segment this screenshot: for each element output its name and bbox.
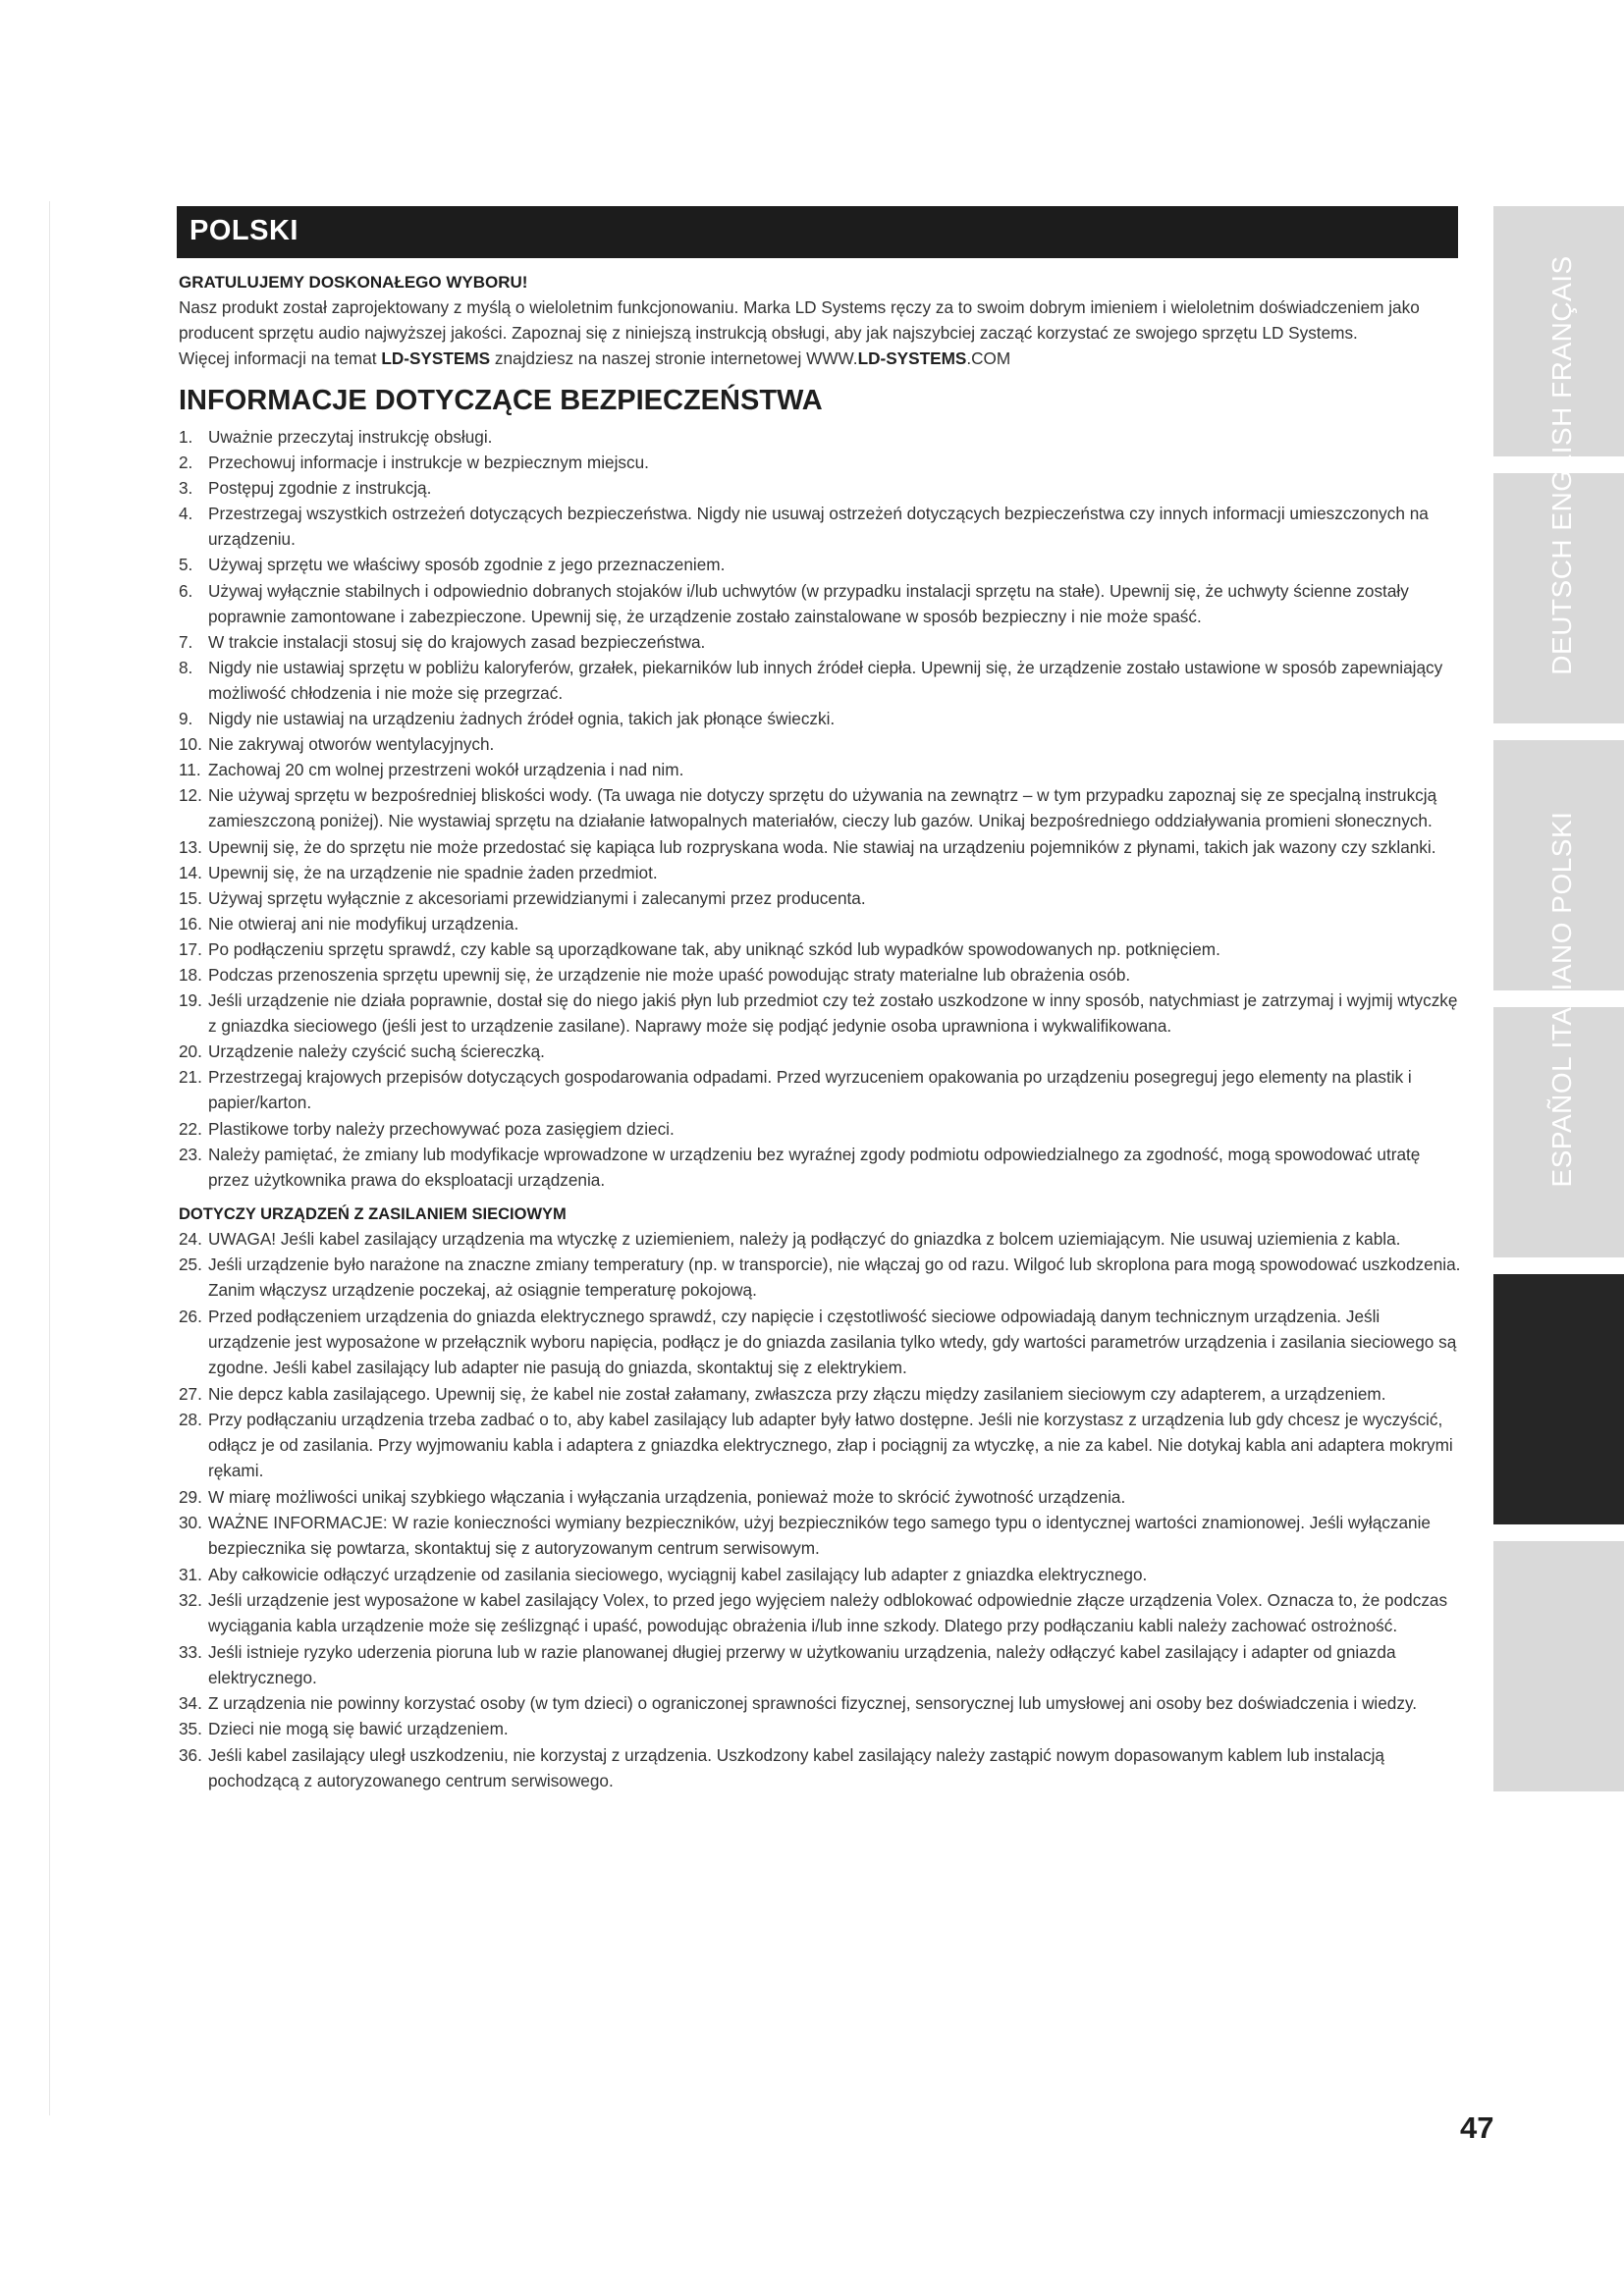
intro-heading: GRATULUJEMY DOSKONAŁEGO WYBORU! bbox=[179, 273, 528, 292]
list-item-text: Po podłączeniu sprzętu sprawdź, czy kable są uporządkowane tak, aby uniknąć szkód lub wypadków spowodowanych np. potknięciem. bbox=[208, 938, 1220, 959]
list-item-text: Postępuj zgodnie z instrukcją. bbox=[208, 478, 432, 499]
list-item-text: W trakcie instalacji stosuj się do krajowych zasad bezpieczeństwa. bbox=[208, 631, 706, 652]
list-item bbox=[179, 911, 1465, 936]
list-item-number: 27. bbox=[179, 1383, 202, 1404]
list-item bbox=[179, 629, 1465, 655]
list-item bbox=[179, 1407, 1465, 1484]
list-item bbox=[179, 501, 1465, 552]
list-item bbox=[179, 1226, 1465, 1252]
list-item-text: W miarę możliwości unikaj szybkiego włączania i wyłączania urządzenia, ponieważ może to skrócić żywotność urządzenia. bbox=[208, 1486, 1126, 1507]
list-item-text: Przy podłączaniu urządzenia trzeba zadbać o to, aby kabel zasilający lub adapter były łatwo dostępne. Jeśli nie korzystasz z urządzenia lub gdy chcesz je wyczyścić, odłącz je od zasilania. Przy wyjmowaniu kabla i adaptera z gniazdka elektrycznego, złap i pociągnij za wtyczkę, a nie za kabel. Nie dotykaj kabla ani adaptera mokrymi rękami. bbox=[208, 1409, 1453, 1481]
list-item-number: 31. bbox=[179, 1564, 202, 1584]
list-item-text: Uważnie przeczytaj instrukcję obsługi. bbox=[208, 427, 493, 447]
list-item-text: Używaj sprzętu we właściwy sposób zgodnie z jego przeznaczeniem. bbox=[208, 555, 726, 575]
list-item-text: Jeśli urządzenie jest wyposażone w kabel zasilający Volex, to przed jego wyjęciem należy odblokować odpowiednie złącze urządzenia Volex. Oznacza to, że podczas wyciągania kabla urządzenie może się ześlizgnąć i upaść, powodując obrażenia i/lub inne szkody. Dlatego przy podłączaniu kabli należy zachować ostrożność. bbox=[208, 1589, 1448, 1636]
list-item-text: Jeśli kabel zasilający uległ uszkodzeniu, nie korzystaj z urządzenia. Uszkodzony kabel zasilający należy zastąpić nowym dopasowanym kablem lub instalacją pochodzącą z autoryzowanego centrum serwisowego. bbox=[208, 1744, 1384, 1791]
list-item bbox=[179, 1039, 1465, 1064]
mains-list bbox=[179, 1226, 1465, 1794]
list-item bbox=[179, 706, 1465, 731]
list-item bbox=[179, 834, 1465, 860]
list-item bbox=[179, 757, 1465, 782]
list-item-number: 9. bbox=[179, 709, 193, 729]
list-item-text: Jeśli urządzenie nie działa poprawnie, dostał się do niego jakiś płyn lub przedmiot czy też zostało uszkodzone w inny sposób, natychmiast je zatrzymaj i wyjmij wtyczkę z gniazdka sieciowego (jeśli jest to urządzenie zasilane). Naprawy może się podjąć jedynie osoba uprawniona i wykwalifikowana. bbox=[208, 990, 1458, 1037]
list-item bbox=[179, 731, 1465, 757]
list-item-number: 33. bbox=[179, 1641, 202, 1662]
website-suffix: .COM bbox=[966, 348, 1011, 368]
list-item-text: Aby całkowicie odłączyć urządzenie od zasilania sieciowego, wyciągnij kabel zasilający lub adapter z gniazdka elektrycznego. bbox=[208, 1564, 1148, 1584]
list-item-text: Zachowaj 20 cm wolnej przestrzeni wokół urządzenia i nad nim. bbox=[208, 760, 684, 780]
website-line bbox=[179, 346, 1465, 371]
list-item-text: Podczas przenoszenia sprzętu upewnij się, że urządzenie nie może upaść powodując straty materialne lub obrażenia osób. bbox=[208, 964, 1131, 985]
list-item-text: WAŻNE INFORMACJE: W razie konieczności wymiany bezpieczników, użyj bezpieczników tego samego typu o identycznej wartości znamionowej. Jeśli wyłączanie bezpiecznika się powtarza, skontaktuj się z autoryzowanym centrum serwisowym. bbox=[208, 1513, 1431, 1559]
list-item bbox=[179, 782, 1465, 833]
list-item-text: Jeśli istnieje ryzyko uderzenia pioruna lub w razie planowanej długiej przerwy w użytkowaniu urządzenia, należy odłączyć kabel zasilający i adapter od gniazda elektrycznego. bbox=[208, 1641, 1396, 1687]
list-item-text: Jeśli urządzenie było narażone na znaczne zmiany temperatury (np. w transporcie), nie włączaj go od razu. Wilgoć lub skroplona para mogą spowodować uszkodzenia. Zanim włączysz urządzenie poczekaj, aż osiągnie temperaturę pokojową. bbox=[208, 1255, 1461, 1301]
safety-list bbox=[179, 424, 1465, 1193]
list-item-text: Nie zakrywaj otworów wentylacyjnych. bbox=[208, 734, 495, 755]
list-item-text: Nigdy nie ustawiaj sprzętu w pobliżu kaloryferów, grzałek, piekarników lub innych źródeł ciepła. Upewnij się, że urządzenie zostało ustawione w sposób zapewniający możliwość chłodzenia i nie może się przegrzać. bbox=[208, 657, 1443, 703]
list-item-text: Plastikowe torby należy przechowywać poza zasięgiem dzieci. bbox=[208, 1118, 675, 1139]
list-item-number: 12. bbox=[179, 785, 202, 806]
website-prefix: Więcej informacji na temat bbox=[179, 348, 382, 368]
list-item-number: 26. bbox=[179, 1306, 202, 1326]
language-header-bar bbox=[177, 206, 1458, 258]
list-item-text: Upewnij się, że do sprzętu nie może przedostać się kapiąca lub rozpryskana woda. Nie stawiaj na urządzeniu pojemników z płynami, takich jak wazony czy szklanki. bbox=[208, 836, 1436, 857]
list-item-number: 2. bbox=[179, 453, 193, 473]
list-item-text: Używaj sprzętu wyłącznie z akcesoriami przewidzianymi i zalecanymi przez producenta. bbox=[208, 887, 866, 908]
list-item-text: Nie używaj sprzętu w bezpośredniej bliskości wody. (Ta uwaga nie dotyczy sprzętu do używania na zewnątrz – w tym przypadku zapoznaj się ze specjalną instrukcją zamieszczoną poniżej). Nie wystawiaj sprzętu na działanie łatwopalnych materiałów, cieczy lub gazów. Unikaj bezpośredniego oddziaływania promieni słonecznych. bbox=[208, 785, 1437, 831]
list-item bbox=[179, 1716, 1465, 1741]
side-tabs-top-label: DEUTSCH ENGLISH FRANÇAIS bbox=[1546, 254, 1577, 675]
list-item-text: Przestrzegaj wszystkich ostrzeżeń dotyczących bezpieczeństwa. Nigdy nie usuwaj ostrzeżeń dotyczących bezpieczeństwa czy innych informacji umieszczonych na urządzeniu. bbox=[208, 504, 1429, 550]
mains-heading: DOTYCZY URZĄDZEŃ Z ZASILANIEM SIECIOWYM bbox=[179, 1204, 567, 1223]
page-number: 47 bbox=[1460, 2110, 1494, 2145]
list-item-number: 16. bbox=[179, 913, 202, 934]
list-item-number: 35. bbox=[179, 1719, 202, 1739]
list-item-text: Upewnij się, że na urządzenie nie spadnie żaden przedmiot. bbox=[208, 862, 658, 882]
list-item bbox=[179, 1064, 1465, 1115]
list-item-text: Przed podłączeniem urządzenia do gniazda elektrycznego sprawdź, czy napięcie i częstotliwość sieciowe odpowiadają danym technicznym urządzenia. Jeśli urządzenie jest wyposażone w przełącznik wyboru napięcia, podłącz je do gniazda zasilania tylko wtedy, gdy wartości parametrów urządzenia i zasilania sieciowego są zgodne. Jeśli kabel zasilający lub adapter nie pasują do gniazda, skontaktuj się z elektrykiem. bbox=[208, 1306, 1457, 1378]
language-title: POLSKI bbox=[189, 215, 298, 246]
list-item bbox=[179, 1562, 1465, 1587]
list-item bbox=[179, 860, 1465, 885]
list-item-text: Przestrzegaj krajowych przepisów dotyczących gospodarowania odpadami. Przed wyrzuceniem opakowania po urządzeniu posegreguj jego elementy na plastik i papier/karton. bbox=[208, 1067, 1412, 1113]
brand-name-url: LD-SYSTEMS bbox=[857, 348, 967, 368]
list-item bbox=[179, 1742, 1465, 1794]
side-tabs-bottom-label-wrap bbox=[1493, 740, 1624, 1257]
list-item-text: Używaj wyłącznie stabilnych i odpowiednio dobranych stojaków i/lub uchwytów (w przypadku instalacji sprzętu na stałe). Upewnij się, że uchwyty ścienne zostały poprawnie zamontowane i zabezpieczone. Upewnij się, że urządzenie zostało zainstalowane w sposób bezpieczny i nie może spaść. bbox=[208, 580, 1409, 626]
list-item-number: 11. bbox=[179, 760, 201, 780]
list-item-number: 20. bbox=[179, 1041, 202, 1062]
list-item-number: 17. bbox=[179, 938, 202, 959]
list-item-number: 5. bbox=[179, 555, 193, 575]
list-item-number: 1. bbox=[179, 427, 193, 447]
list-item bbox=[179, 450, 1465, 475]
list-item-number: 23. bbox=[179, 1144, 202, 1164]
website-middle: znajdziesz na naszej stronie internetowej WWW. bbox=[490, 348, 858, 368]
list-item-number: 36. bbox=[179, 1744, 202, 1765]
list-item bbox=[179, 578, 1465, 629]
list-item-text: Nie depcz kabla zasilającego. Upewnij się, że kabel nie został załamany, zwłaszcza przy złączu między zasilaniem sieciowym czy adapterem, a urządzeniem. bbox=[208, 1383, 1386, 1404]
list-item-number: 28. bbox=[179, 1409, 202, 1429]
page-edge-line bbox=[49, 201, 50, 2115]
list-item-number: 22. bbox=[179, 1118, 202, 1139]
side-tabs-top-label-wrap bbox=[1493, 206, 1624, 723]
list-item bbox=[179, 962, 1465, 988]
side-tab-blank[interactable] bbox=[1493, 1541, 1624, 1791]
list-item bbox=[179, 1381, 1465, 1407]
list-item bbox=[179, 475, 1465, 501]
list-item bbox=[179, 1690, 1465, 1716]
list-item-number: 8. bbox=[179, 657, 193, 677]
list-item bbox=[179, 424, 1465, 450]
list-item-number: 24. bbox=[179, 1228, 202, 1249]
list-item-text: Przechowuj informacje i instrukcje w bezpiecznym miejscu. bbox=[208, 453, 649, 473]
list-item bbox=[179, 552, 1465, 577]
list-item-text: Nigdy nie ustawiaj na urządzeniu żadnych źródeł ognia, takich jak płonące świeczki. bbox=[208, 709, 836, 729]
list-item-number: 30. bbox=[179, 1513, 202, 1533]
list-item-number: 13. bbox=[179, 836, 202, 857]
list-item-number: 21. bbox=[179, 1067, 202, 1088]
list-item bbox=[179, 1587, 1465, 1639]
list-item bbox=[179, 1484, 1465, 1510]
list-item-number: 29. bbox=[179, 1486, 202, 1507]
list-item bbox=[179, 1304, 1465, 1381]
list-item-number: 25. bbox=[179, 1255, 202, 1275]
list-item-number: 4. bbox=[179, 504, 193, 524]
list-item-number: 15. bbox=[179, 887, 202, 908]
list-item bbox=[179, 1116, 1465, 1142]
list-item-number: 6. bbox=[179, 580, 193, 601]
list-item bbox=[179, 1639, 1465, 1691]
list-item-number: 18. bbox=[179, 964, 202, 985]
side-tabs-bottom-label: ESPAÑOL ITALIANO POLSKI bbox=[1546, 811, 1577, 1187]
list-item-number: 34. bbox=[179, 1693, 202, 1714]
list-item-number: 19. bbox=[179, 990, 202, 1011]
list-item-text: Należy pamiętać, że zmiany lub modyfikacje wprowadzone w urządzeniu bez wyraźnej zgody podmiotu odpowiedzialnego za zgodność, mogą spowodować utratę przez użytkownika prawa do eksploatacji urządzenia. bbox=[208, 1144, 1421, 1190]
list-item-number: 32. bbox=[179, 1589, 202, 1610]
list-item bbox=[179, 988, 1465, 1039]
list-item-text: Z urządzenia nie powinny korzystać osoby (w tym dzieci) o ograniczonej sprawności fizycznej, sensorycznej lub umysłowej ani osoby bez doświadczenia i wiedzy. bbox=[208, 1693, 1418, 1714]
list-item-number: 14. bbox=[179, 862, 202, 882]
list-item-text: Nie otwieraj ani nie modyfikuj urządzenia. bbox=[208, 913, 519, 934]
safety-heading: INFORMACJE DOTYCZĄCE BEZPIECZEŃSTWA bbox=[179, 385, 823, 416]
list-item-number: 3. bbox=[179, 478, 193, 499]
main-content bbox=[179, 271, 1465, 1793]
list-item-number: 7. bbox=[179, 631, 193, 652]
list-item-text: UWAGA! Jeśli kabel zasilający urządzenia ma wtyczkę z uziemieniem, należy ją podłączyć do gniazdka z bolcem uziemiającym. Nie usuwaj uziemienia z kabla. bbox=[208, 1228, 1401, 1249]
list-item bbox=[179, 885, 1465, 911]
list-item-text: Dzieci nie mogą się bawić urządzeniem. bbox=[208, 1719, 509, 1739]
brand-name: LD-SYSTEMS bbox=[381, 348, 491, 368]
list-item bbox=[179, 1510, 1465, 1562]
side-tab-polski-active[interactable] bbox=[1493, 1274, 1624, 1524]
intro-paragraph: Nasz produkt został zaprojektowany z myślą o wieloletnim funkcjonowaniu. Marka LD Systems ręczy za to swoim dobrym imieniem i wieloletnim doświadczeniem jako producent sprzętu audio najwyższej jakości. Zapoznaj się z niniejszą instrukcją obsługi, aby jak najszybciej zacząć korzystać ze swojego sprzętu LD Systems. bbox=[179, 297, 1420, 343]
list-item bbox=[179, 655, 1465, 706]
list-item bbox=[179, 1142, 1465, 1193]
list-item bbox=[179, 1252, 1465, 1304]
list-item-text: Urządzenie należy czyścić suchą ściereczką. bbox=[208, 1041, 545, 1062]
list-item-number: 10. bbox=[179, 734, 202, 755]
list-item bbox=[179, 936, 1465, 962]
